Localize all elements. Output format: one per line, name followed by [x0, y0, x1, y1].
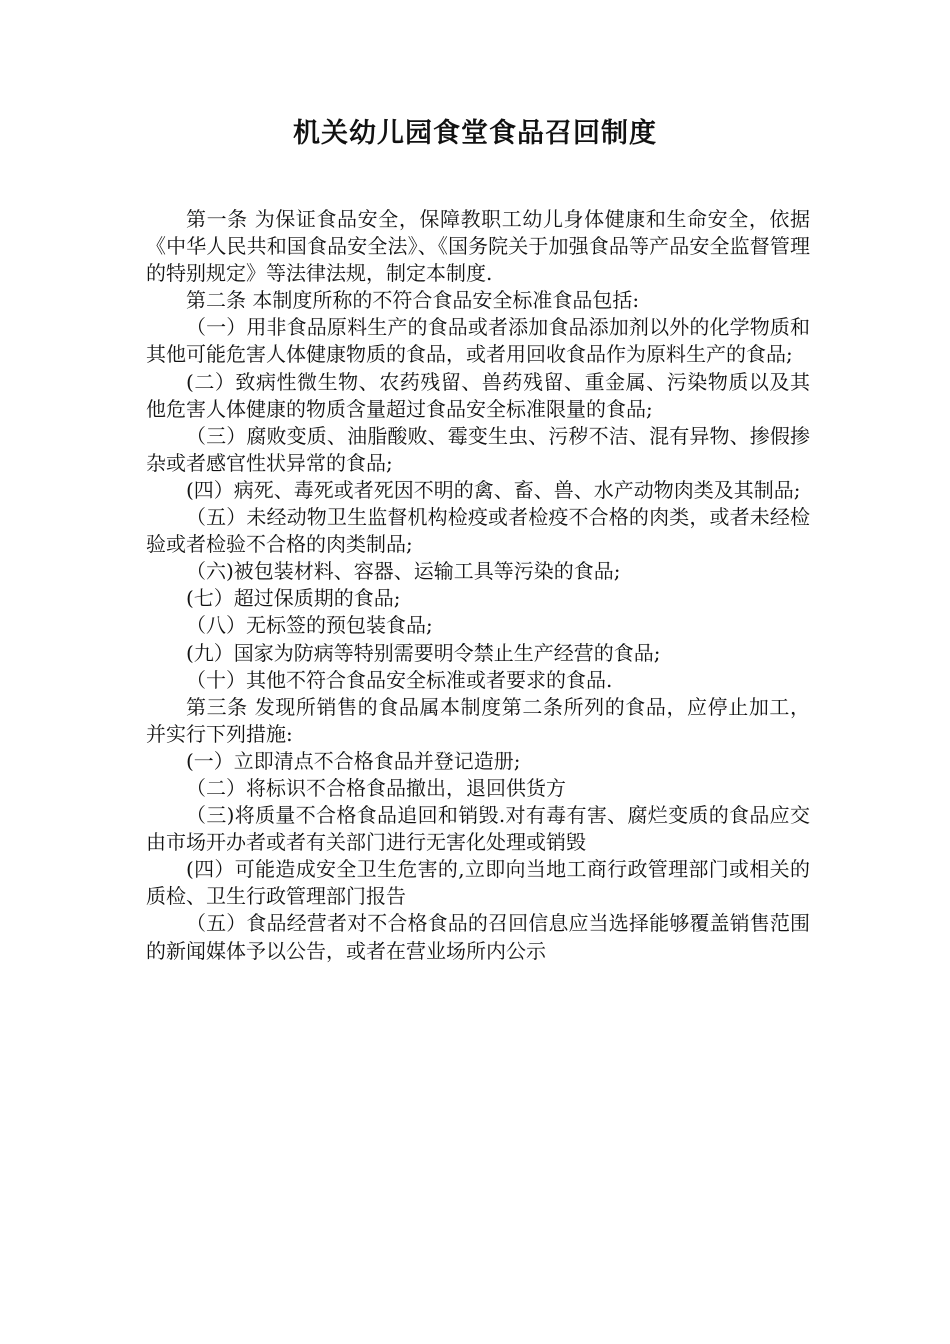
document-body: [146, 206, 810, 965]
article-2-item-3: （三）腐败变质、油脂酸败、霉变生虫、污秽不洁、混有异物、掺假掺杂或者感官性状异常的食品;: [146, 423, 810, 475]
article-1-paragraph: 第一条 为保证食品安全，保障教职工幼儿身体健康和生命安全，依据《中华人民共和国食品安全法》、《国务院关于加强食品等产品安全监督管理的特别规定》等法律法规，制定本制度.: [146, 207, 810, 286]
document-title: 机关幼儿园食堂食品召回制度: [293, 118, 657, 149]
article-2-item-8: （八）无标签的预包装食品;: [186, 613, 433, 638]
article-2-item-1: （一）用非食品原料生产的食品或者添加食品添加剂以外的化学物质和其他可能危害人体健康物质的食品，或者用回收食品作为原料生产的食品;: [146, 315, 810, 367]
article-2-paragraph: 第二条 本制度所称的不符合食品安全标准食品包括:: [186, 288, 640, 313]
article-3-item-3: （三)将质量不合格食品追回和销毁.对有毒有害、腐烂变质的食品应交由市场开办者或者有关部门进行无害化处理或销毁: [146, 803, 810, 855]
article-3-item-2: （二）将标识不合格食品撤出，退回供货方: [186, 775, 566, 800]
article-2-item-4: (四）病死、毒死或者死因不明的禽、畜、兽、水产动物肉类及其制品;: [186, 477, 801, 502]
article-2-item-6: （六)被包装材料、容器、运输工具等污染的食品;: [186, 559, 621, 584]
article-3-item-5: （五）食品经营者对不合格食品的召回信息应当选择能够覆盖销售范围的新闻媒体予以公告，或者在营业场所内公示: [146, 911, 810, 963]
article-2-item-10: （十）其他不符合食品安全标准或者要求的食品.: [186, 667, 613, 692]
article-3-paragraph: 第三条 发现所销售的食品属本制度第二条所列的食品，应停止加工，并实行下列措施:: [146, 694, 810, 746]
article-2-item-7: (七）超过保质期的食品;: [186, 586, 401, 611]
article-3-item-4: (四）可能造成安全卫生危害的,立即向当地工商行政管理部门或相关的质检、卫生行政管理部门报告: [146, 857, 810, 909]
article-2-item-5: （五）未经动物卫生监督机构检疫或者检疫不合格的肉类，或者未经检验或者检验不合格的肉类制品;: [146, 505, 810, 557]
article-2-item-9: (九）国家为防病等特别需要明令禁止生产经营的食品;: [186, 640, 661, 665]
article-3-item-1: (一）立即清点不合格食品并登记造册;: [186, 748, 521, 773]
article-2-item-2: (二）致病性微生物、农药残留、兽药残留、重金属、污染物质以及其他危害人体健康的物质含量超过食品安全标准限量的食品;: [146, 369, 810, 421]
